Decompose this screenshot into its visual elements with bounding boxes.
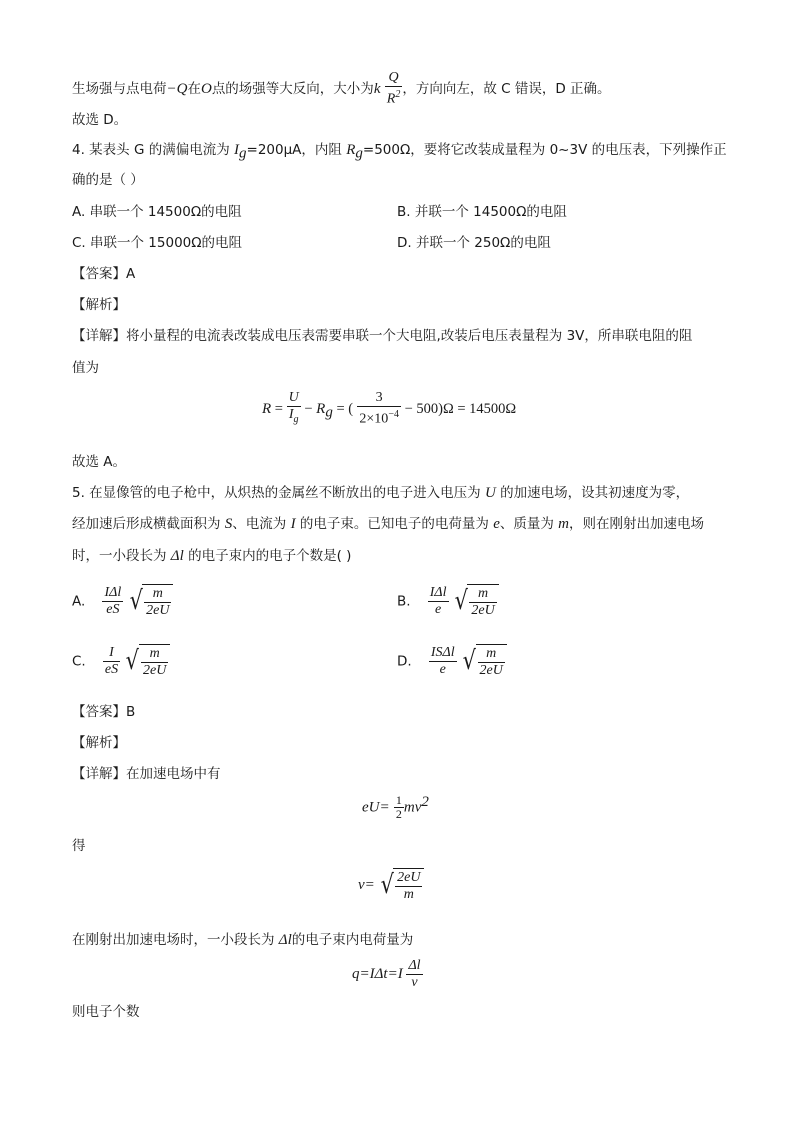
denominator [357, 407, 401, 428]
text: =500Ω，要将它改装成量程为 0~3V 的电压表，下列操作正 [362, 142, 727, 158]
rg-symbol: R [316, 400, 326, 417]
radical-sign: √ [129, 586, 143, 616]
sqrt-2eu-over-m [379, 868, 425, 903]
r-symbol: R [262, 400, 272, 417]
text: 、质量为 [499, 516, 559, 532]
sqrt-m-over-2eu [128, 584, 174, 619]
subscript: g [239, 145, 247, 162]
three-over-2e-4-fraction [357, 390, 401, 428]
text: 的电子束。已知电子的电荷量为 [295, 516, 494, 532]
charge-symbol: −Q [166, 80, 188, 97]
equals: = [271, 400, 287, 417]
q5-stem-line1 [72, 483, 689, 503]
text: ，方向向左，故 C 错误，D 正确。 [402, 80, 611, 97]
text: 经加速后形成横截面积为 [72, 516, 225, 532]
text: 的电子束内电荷量为 [291, 932, 414, 948]
v-term: v= [358, 877, 379, 893]
option-label: C. [72, 653, 86, 670]
exponent: −4 [388, 409, 399, 421]
text: 时，一小段长为 [72, 548, 171, 564]
q4-option-d: D. 并联一个 250Ω的电阻 [397, 235, 551, 251]
q5-option-c [72, 644, 170, 679]
q5-stem-line2 [72, 514, 704, 534]
text: 生场强与点电荷 [72, 80, 167, 97]
q4-option-c: C. 串联一个 15000Ω的电阻 [72, 235, 243, 251]
numerator: m [469, 586, 496, 603]
q5-detail-line1: 【详解】在加速电场中有 [72, 766, 221, 782]
q4-stem-line1 [72, 140, 727, 164]
q5-detail-line3: 则电子个数 [72, 1004, 140, 1020]
q4-detail-line2: 值为 [72, 360, 99, 376]
q-over-r2-fraction [385, 70, 403, 108]
minus: − [300, 400, 317, 417]
text: =200μA，内阻 [246, 142, 347, 158]
q5-option-d [397, 644, 507, 679]
q5-option-b [397, 584, 499, 619]
ig-symbol: I [234, 142, 240, 158]
q5-detail-line2 [72, 930, 413, 950]
ig-symbol: I [288, 407, 294, 422]
energy-equation [362, 794, 429, 821]
text: 点的场强等大反向，大小为 [211, 80, 374, 97]
text: ，则在刚射出加速电场 [569, 516, 704, 532]
option-label: A. [72, 593, 86, 610]
radical-sign: √ [454, 586, 468, 616]
equals: = ( [332, 400, 354, 417]
half-fraction [394, 794, 404, 821]
numerator: 3 [357, 390, 401, 407]
subscript: g [325, 404, 333, 421]
exponent: 2 [421, 794, 429, 810]
text: 的加速电场，设其初速度为零， [495, 485, 690, 501]
denominator: e [435, 602, 442, 617]
denominator [385, 87, 403, 108]
q4-detail-line1: 【详解】将小量程的电流表改装成电压表需要串联一个大电阻,改装后电压表量程为 3V，所串联电阻的阻 [72, 328, 693, 344]
denominator: eS [104, 662, 119, 677]
q5-stem-line3 [72, 546, 351, 566]
k-symbol: k [373, 80, 381, 97]
denominator: 2 [395, 807, 402, 821]
radical-sign: √ [462, 646, 476, 676]
numerator: IΔl [104, 585, 122, 600]
option-fraction [102, 585, 123, 618]
text: 的电子束内的电子个数是( ) [183, 548, 352, 564]
conclusion-d: 故选 D。 [72, 112, 128, 128]
q5-analysis-label: 【解析】 [72, 735, 126, 751]
numerator: 2eU [397, 870, 421, 885]
q4-answer: 【答案】A [72, 266, 136, 282]
text: 在 [187, 80, 201, 97]
s-symbol: S [224, 516, 233, 532]
sqrt-m-over-2eu [461, 644, 507, 679]
q5-option-a [72, 584, 173, 619]
sqrt-m-over-2eu [124, 644, 170, 679]
u-symbol: U [484, 485, 496, 501]
option-fraction [429, 645, 457, 678]
radical-sign: √ [126, 646, 140, 676]
numerator: m [144, 586, 171, 603]
q4-option-a: A. 串联一个 14500Ω的电阻 [72, 204, 242, 220]
denominator: m [403, 887, 414, 902]
text: 在刚射出加速电场时，一小段长为 [72, 932, 279, 948]
conclusion-a: 故选 A。 [72, 454, 127, 470]
numerator: m [141, 646, 168, 663]
denominator [287, 407, 301, 428]
therefore-text: 得 [72, 838, 86, 854]
denominator: v [411, 975, 418, 990]
e-symbol: e [493, 516, 500, 532]
radical-sign: √ [380, 870, 394, 900]
delta-l-symbol: Δl [170, 548, 184, 564]
i-symbol: I [290, 516, 296, 532]
eu-term: eU= [362, 799, 390, 816]
dl-over-v-fraction [406, 958, 422, 991]
q5-answer: 【答案】B [72, 704, 136, 720]
q4-resistance-equation [262, 390, 516, 428]
subscript: g [293, 413, 299, 425]
q-term: q=IΔt=I [352, 966, 407, 982]
numerator: IΔl [429, 585, 447, 600]
u-over-ig-fraction [287, 390, 301, 428]
sqrt-m-over-2eu [453, 584, 499, 619]
mv-term: mv [403, 799, 422, 816]
option-label: B. [397, 593, 411, 610]
denominator: 2eU [479, 663, 503, 678]
r-symbol: R [386, 91, 396, 107]
denominator: 2eU [146, 603, 170, 618]
numerator: I [103, 645, 120, 662]
numerator: 1 [395, 793, 402, 807]
q4-analysis-label: 【解析】 [72, 297, 126, 313]
m-symbol: m [558, 516, 569, 532]
result: − 500)Ω = 14500Ω [400, 400, 517, 417]
option-label: D. [397, 653, 412, 670]
velocity-equation [358, 868, 424, 903]
text: 5. 在显像管的电子枪中，从炽热的金属丝不断放出的电子进入电压为 [72, 485, 485, 501]
point-symbol: O [200, 80, 212, 97]
numerator: U [288, 390, 299, 405]
q4-stem-line2: 确的是（ ） [72, 172, 144, 188]
text: 、电流为 [232, 516, 291, 532]
denominator-base: 2×10 [359, 411, 389, 427]
numerator: Δl [408, 958, 421, 973]
numerator: m [478, 646, 505, 663]
denominator: e [439, 662, 446, 677]
text: 4. 某表头 G 的满偏电流为 [72, 142, 235, 158]
delta-l-symbol: Δl [278, 932, 292, 948]
charge-equation [352, 958, 423, 991]
exponent: 2 [395, 89, 401, 100]
denominator: 2eU [142, 663, 167, 678]
denominator: 2eU [471, 603, 495, 618]
option-fraction [428, 585, 449, 618]
subscript: g [355, 145, 363, 162]
q4-option-b: B. 并联一个 14500Ω的电阻 [397, 204, 567, 220]
numerator: ISΔl [430, 645, 455, 660]
intro-line [72, 70, 611, 108]
rg-symbol: R [346, 142, 356, 158]
numerator: Q [385, 70, 403, 87]
option-fraction [103, 645, 120, 678]
denominator: eS [106, 602, 120, 617]
